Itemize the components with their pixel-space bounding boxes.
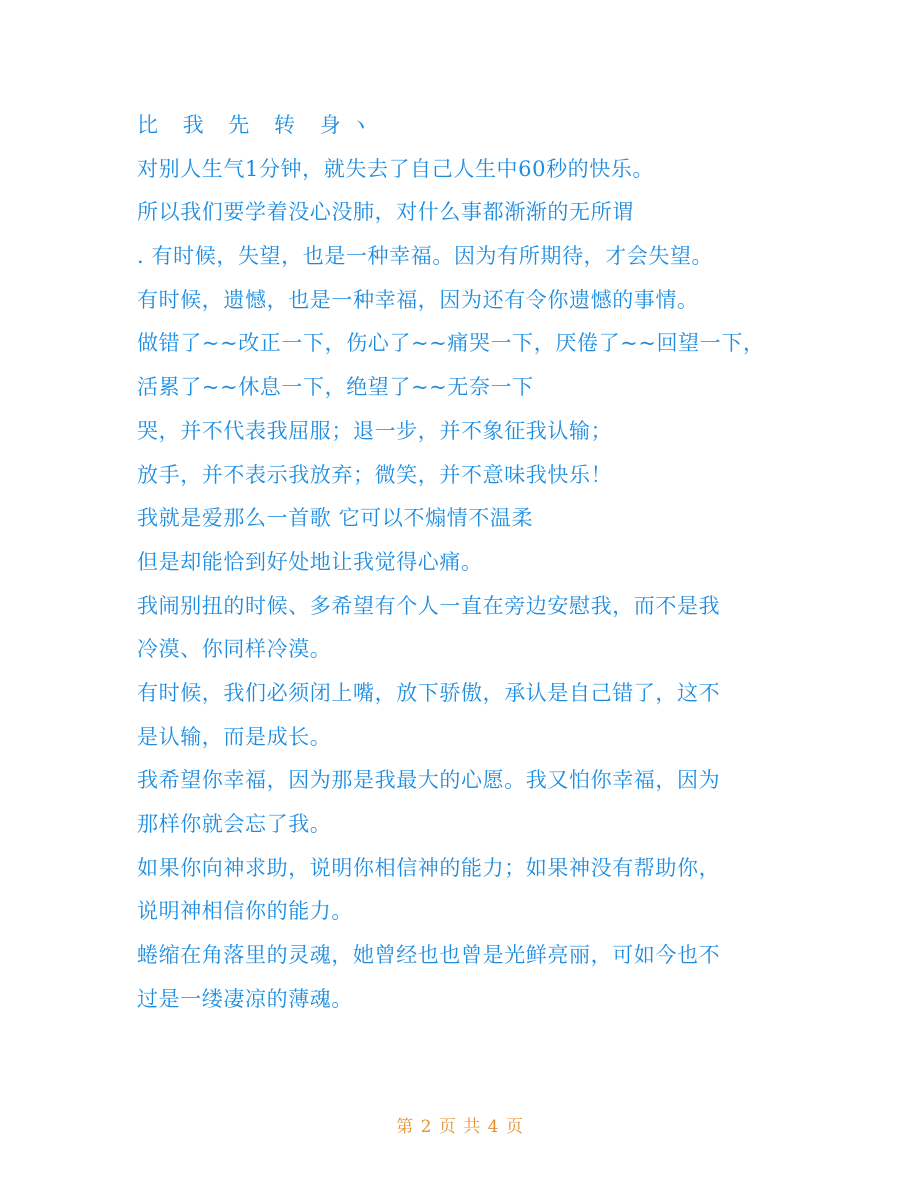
page-number-footer: 第 2 页 共 4 页 (396, 1117, 524, 1137)
text-line: 有时候，我们必须闭上嘴，放下骄傲，承认是自己错了，这不 (137, 680, 721, 705)
text-line: 冷漠、你同样冷漠。 (137, 637, 332, 662)
text-line: 比 我 先 转 身ヽ (137, 113, 380, 137)
text-line: 我希望你幸福，因为那是我最大的心愿。我又怕你幸福，因为 (137, 768, 721, 793)
text-line: 是认输，而是成长。 (137, 724, 332, 749)
text-line: 对别人生气1分钟，就失去了自己人生中60秒的快乐。 (137, 156, 655, 181)
text-line: 如果你向神求助，说明你相信神的能力；如果神没有帮助你， (137, 855, 721, 880)
document-body (137, 104, 797, 1021)
text-line: 我闹别扭的时候、多希望有个人一直在旁边安慰我，而不是我 (137, 593, 721, 618)
text-line: 做错了~~改正一下，伤心了~~痛哭一下，厌倦了~~回望一下， (137, 331, 765, 356)
text-line: 所以我们要学着没心没肺，对什么事都渐渐的无所谓 (137, 200, 634, 225)
text-line: 过是一缕凄凉的薄魂。 (137, 986, 353, 1011)
text-line: 说明神相信你的能力。 (137, 899, 353, 924)
text-line: 那样你就会忘了我。 (137, 812, 332, 836)
text-line: 哭，并不代表我屈服；退一步，并不象征我认输； (137, 418, 613, 443)
text-line: 我就是爱那么一首歌 它可以不煽情不温柔 (137, 506, 534, 531)
text-line: 但是却能恰到好处地让我觉得心痛。 (137, 549, 483, 574)
text-line: 放手，并不表示我放弃；微笑，并不意味我快乐！ (137, 462, 613, 487)
text-line: 活累了~~休息一下，绝望了~~无奈一下 (137, 375, 534, 400)
text-line: 蜷缩在角落里的灵魂，她曾经也也曾是光鲜亮丽，可如今也不 (137, 943, 721, 968)
text-line: 有时候，遗憾，也是一种幸福，因为还有令你遗憾的事情。 (137, 287, 699, 312)
text-line: . 有时候，失望，也是一种幸福。因为有所期待，才会失望。 (137, 244, 714, 269)
